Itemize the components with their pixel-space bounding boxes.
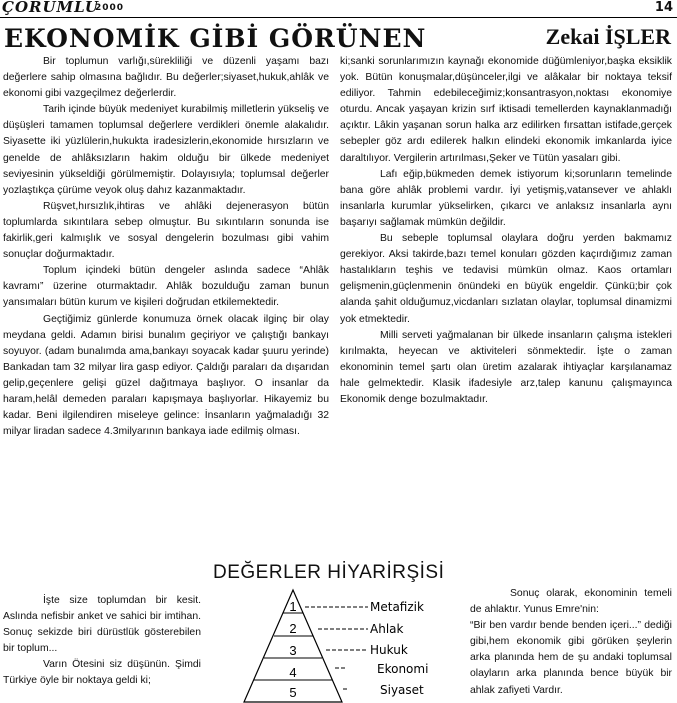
- level-number: 3: [289, 643, 297, 658]
- paragraph: Toplum içindeki bütün dengeler aslında sadece “Ahlâk kavramı” üzerine oturmaktadır. Ahlâk bozulduğu zaman bunun yansımaları bütün kurum ve kişileri doğrudan etkilemektedir.: [3, 265, 329, 309]
- paragraph: Bu sebeple toplumsal olaylara doğru yerden bakmamız gerekiyor. Aksi takirde,bazı temel konuları gözden kaçırdığımız zaman hastalıkların teşhis ve tedavisi mümkün olmaz. Kaos ortamları gelişmenin,güçlenmenin önündeki en büyük engeldir. Çünkü;bir çok alanda şahit olduğumuz,vicdanları sızlatan olaylar, toplumsal dinamizmi yok etmektedir.: [340, 233, 672, 325]
- level-number: 4: [289, 665, 297, 680]
- paragraph: Sonuç olarak, ekonominin temeli de ahlaktır. Yunus Emre'nin:: [470, 588, 672, 616]
- level-label: Ahlak: [370, 622, 404, 636]
- article-title: EKONOMİK GİBİ GÖRÜNEN: [4, 24, 427, 53]
- level-number: 2: [289, 621, 297, 636]
- newspaper-brand: ÇORUMLU: [2, 0, 99, 16]
- diagram-title: DEĞERLER HİYARİRŞİSİ: [213, 562, 445, 583]
- issue-year: 2000: [95, 3, 125, 13]
- level-number: 1: [289, 599, 297, 614]
- paragraph: Rüşvet,hırsızlık,ihtiras ve ahlâki dejenerasyon bütün toplumlarda sıkıntılara sebep olmuştur. Bu sıkıntıların sonunda ise fakirlik,geri kalmışlık ve sosyal dengelerin bozulması gibi vahim sonuçlar doğurmaktadır.: [3, 200, 329, 261]
- level-number: 5: [289, 685, 297, 700]
- paragraph: ki;sanki sorunlarımızın kaynağı ekonomide düğümleniyor,başka eksiklik yok. Bütün konuşmalar,düşünceler,ilgi ve alâkalar bir noktaya teksif ediliyor. Tahmin edebileceğimiz;konsantrasyon,noktası ekonomiye oturdu. Ancak yaşayan krizin sırf iktisadi temellerden kaynaklanmadığı açıktır. Lâkin yaşanan sorun halka arz edilirken fırsattan istifade,gerçek sebepler göz ardı edilerek halkın elindeki ekonomik imkanlarda iyice daraltılıyor. Vergilerin artırılması,Şeker ve Tütün yasaları gibi.: [340, 56, 672, 164]
- paragraph: Milli serveti yağmalanan bir ülkede insanların çalışma istekleri kırılmakta, heyecan ve aktiviteleri sönmektedir. İşte o zaman ekonominin temel şartı olan üretim azalarak ihtiyaçlar karşılanamaz hale gelmektedir. Klasik ifadesiyle arz,talep kanunu çalışmayınca Ekonomik denge bozulmaktadır.: [340, 329, 672, 405]
- paragraph: Bir toplumun varlığı,sürekliliği ve düzenli yaşamı bazı değerlere sahip olmasına bağlıdır. Bu değerler;siyaset,hukuk,ahlâk ve ekonomi gibi vazgeçilmez değerlerdir.: [3, 56, 329, 100]
- level-label: Metafizik: [370, 600, 424, 614]
- paragraph: İşte size toplumdan bir kesit. Aslında nefisbir anket ve sahici bir imtihan. Sonuç sekizde biri dürüstlük gösterebilen bir toplum...: [3, 595, 201, 655]
- level-label: Siyaset: [380, 683, 424, 697]
- quote-paragraph: “Bir ben vardır bende benden içeri...” dediği gibi,hem ekonomik gibi görüken şeylerin arka planında hem de şu andaki toplumsal olayların arka planında bence büyük bir ahlak zafiyeti Vardır.: [470, 620, 672, 696]
- page-number: 14: [654, 0, 673, 15]
- level-label: Ekonomi: [377, 662, 429, 676]
- level-label: Hukuk: [370, 643, 408, 657]
- paragraph: Varın Ötesini siz düşünün. Şimdi Türkiye öyle bir noktaya geldi ki;: [3, 659, 201, 687]
- paragraph: Geçtiğimiz günlerde konumuza örnek olacak ilginç bir olay meydana geldi. Adamın birisi bunalım geçiriyor ve çalıştığı bankayı soyuyor. (adam bunalımda ama,bankayı soyacak kadar şuuru yerinde) Bankadan tam 32 milyar lira gasp ediyor. Çaldığı paraları da dışarıdan gelip,geçenlere gelişi güzel dağıtmaya başlıyor. O insanlar da haram,helâl demeden paraları kapışmaya başlıyorlar. Hikayemiz bu kadar. Beni ilgilendiren miseleye gelince: İnsanların yağmaladığı 32 milyar liradan sadece 4.3milyarının bankaya iade edilmiş olması.: [3, 313, 329, 438]
- paragraph: Tarih içinde büyük medeniyet kurabilmiş milletlerin yükseliş ve düşüşleri tamamen toplumsal değerlere verdikleri önemle alakalıdır. Siyasette iki yüzlülerin,hukukta iradesizlerin,ekonomide hırsızların ve genelde de ahlâksızların hakim olduğu bir ülkede medeniyet seviyesinin yükseldiği görülmemiştir. Dolayısıyla; toplumsal değerler yozlaştıkça çürüme veyok oluş dahız kazanmaktadır.: [3, 104, 329, 196]
- article-author: Zekai İŞLER: [545, 24, 671, 49]
- paragraph: Lafı eğip,bükmeden demek istiyorum ki;sorunların temelinde bana göre ahlâk problemi vardır. İyi yetişmiş,vatansever ve ahlaklı insanlarla kurumlar yükselirken, çıkarcı ve anlaksız insanlarla aynı başarıyı sağlamak mümkün değildir.: [340, 168, 672, 228]
